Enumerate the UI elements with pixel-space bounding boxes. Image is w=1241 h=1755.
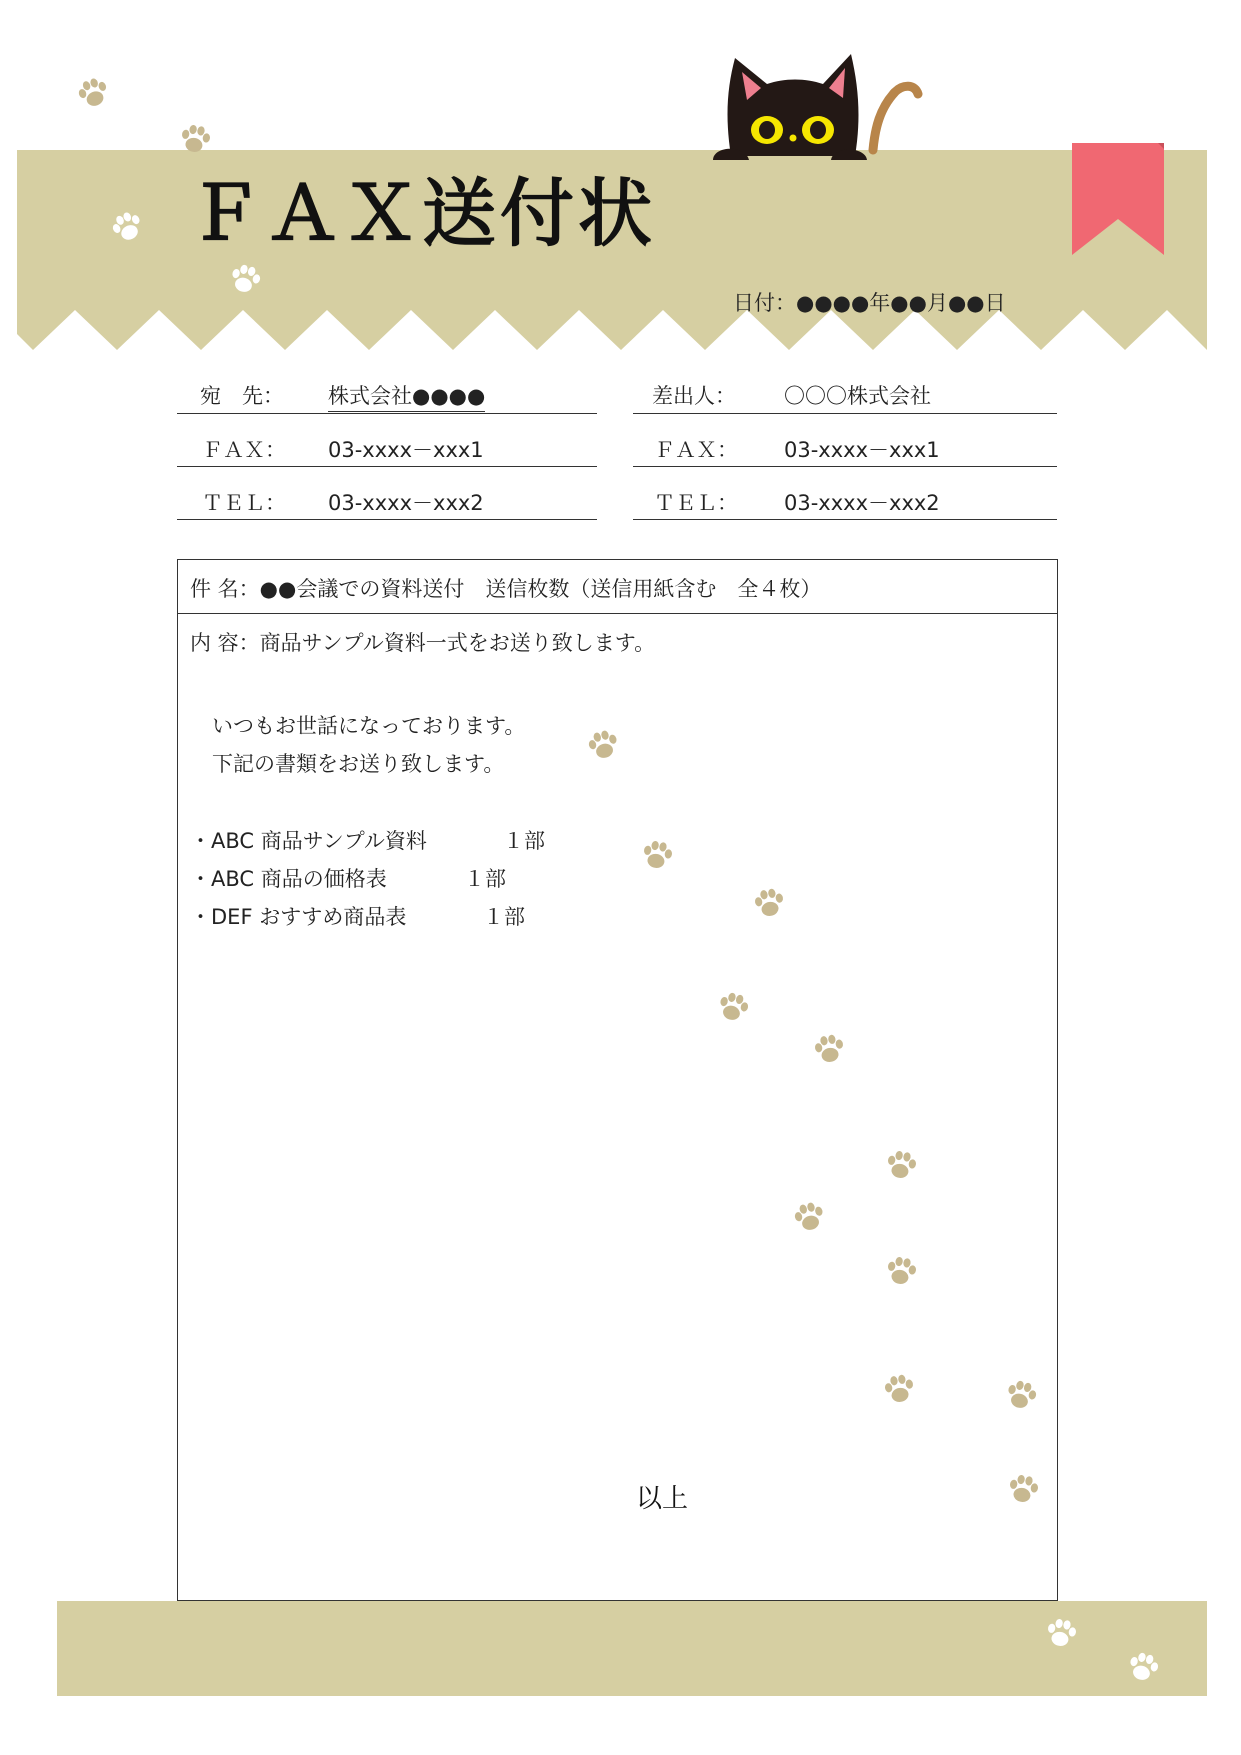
date-label: 日付： (733, 291, 796, 315)
recipient-tel-label: ＴＥＬ： (202, 491, 286, 515)
document-item-name: ・ABC 商品の価格表 (190, 867, 387, 891)
paw-print-icon (881, 1251, 920, 1290)
greeting-line-2: 下記の書類をお送り致します。 (212, 752, 505, 776)
document-item-qty: １部 (483, 905, 525, 929)
cat-icon (705, 48, 935, 163)
page-title: ＦＡＸ送付状 (188, 171, 656, 257)
document-item-name: ・DEF おすすめ商品表 (190, 905, 407, 929)
subject-text: 件 名：●●会議での資料送付 送信枚数（送信用紙含む 全４枚） (190, 577, 822, 601)
message-box (177, 559, 1058, 1601)
paw-print-icon (749, 883, 788, 922)
content-text: 内 容：商品サンプル資料一式をお送り致します。 (190, 631, 656, 655)
divider (177, 466, 597, 467)
sender-fax-label: ＦＡＸ： (654, 438, 738, 462)
paw-print-icon (637, 835, 676, 874)
document-item-name: ・ABC 商品サンプル資料 (190, 829, 427, 853)
divider (633, 519, 1057, 520)
date-value: ●●●●年●●月●●日 (796, 291, 1006, 315)
ribbon-bookmark-icon (1072, 143, 1164, 255)
document-item-qty: １部 (503, 829, 545, 853)
to-label: 宛 先： (200, 384, 284, 408)
to-value: 株式会社●●●● (328, 380, 485, 412)
closing-text: 以上 (636, 1484, 689, 1514)
divider (177, 413, 597, 414)
greeting-line-1: いつもお世話になっております。 (212, 714, 526, 738)
sender-tel-label: ＴＥＬ： (654, 491, 738, 515)
divider (633, 413, 1057, 414)
from-value: 〇〇〇株式会社 (784, 384, 931, 408)
paw-print-icon (881, 1145, 920, 1184)
sender-tel-value: 03-xxxx－xxx2 (784, 491, 940, 515)
divider (633, 466, 1057, 467)
date-line (733, 287, 1006, 317)
recipient-fax-label: ＦＡＸ： (202, 438, 286, 462)
paw-print-icon (1003, 1469, 1042, 1508)
footer-band (57, 1601, 1207, 1696)
recipient-tel-value: 03-xxxx－xxx2 (328, 491, 484, 515)
from-label: 差出人： (652, 384, 736, 408)
paw-print-icon (1041, 1613, 1080, 1652)
divider (177, 519, 597, 520)
document-item-qty: １部 (464, 867, 506, 891)
subject-row (178, 560, 1057, 614)
sender-fax-value: 03-xxxx－xxx1 (784, 438, 940, 462)
paw-print-icon (879, 1369, 918, 1408)
paw-print-icon (71, 71, 115, 115)
paw-print-icon (175, 119, 214, 158)
paw-print-icon (809, 1029, 848, 1068)
recipient-fax-value: 03-xxxx－xxx1 (328, 438, 484, 462)
